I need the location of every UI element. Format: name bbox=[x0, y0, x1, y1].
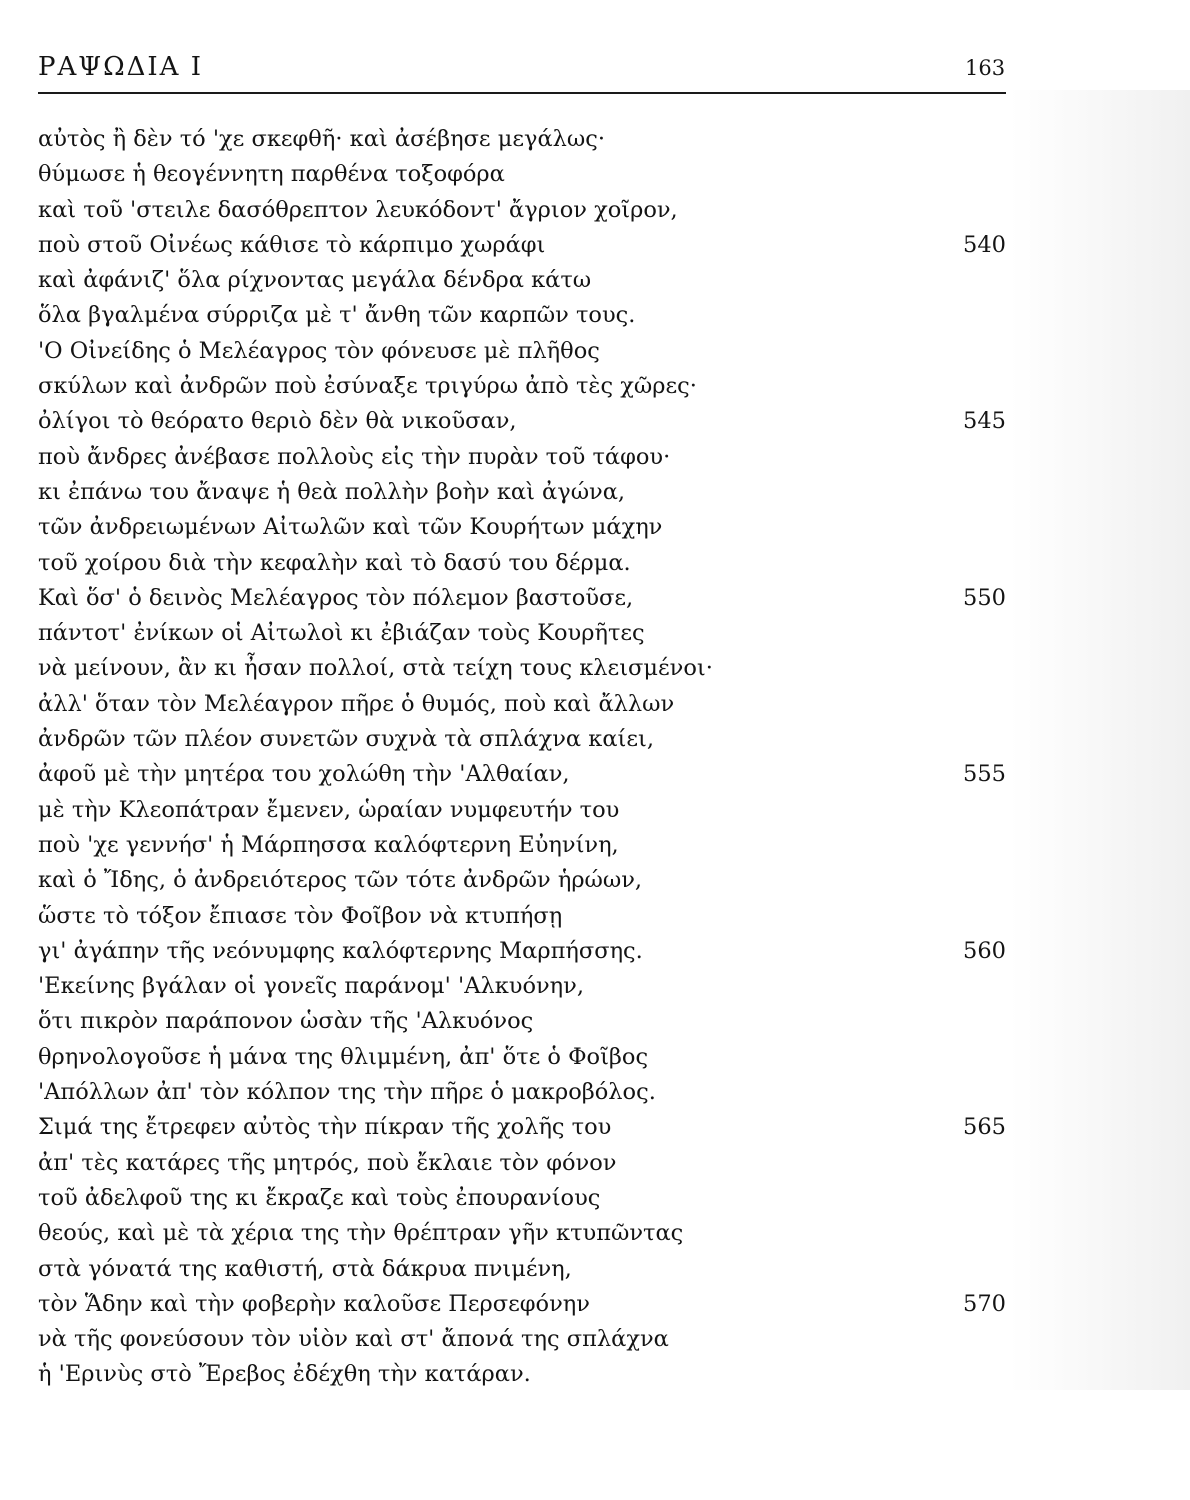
verse-text: Σιμά της ἔτρεφεν αὐτὸς τὴν πίκραν τῆς χολῆς του bbox=[38, 1114, 612, 1141]
verse-line bbox=[38, 440, 1008, 475]
verse-line bbox=[38, 1322, 1008, 1357]
line-number: 560 bbox=[963, 937, 1006, 964]
verse-line bbox=[38, 969, 1008, 1004]
verse-text: ποὺ 'χε γεννήσ' ἡ Μάρπησσα καλόφτερνη Εὐηνίνη, bbox=[38, 831, 619, 858]
verse-line bbox=[38, 1110, 1008, 1145]
verse-line bbox=[38, 1287, 1008, 1322]
verse-line bbox=[38, 1252, 1008, 1287]
verse-text: καὶ τοῦ 'στειλε δασόθρεπτον λευκόδοντ' ἄγριον χοῖρον, bbox=[38, 196, 678, 223]
verse-text: ὅτι πικρὸν παράπονον ὡσὰν τῆς 'Αλκυόνος bbox=[38, 1008, 534, 1035]
verse-text: ἀνδρῶν τῶν πλέον συνετῶν συχνὰ τὰ σπλάχνα καίει, bbox=[38, 726, 654, 753]
verse-line bbox=[38, 863, 1008, 898]
verse-block bbox=[38, 122, 1008, 1393]
verse-text: ὥστε τὸ τόξον ἔπιασε τὸν Φοῖβον νὰ κτυπήσῃ bbox=[38, 902, 563, 929]
verse-text: ὀλίγοι τὸ θεόρατο θεριὸ δὲν θὰ νικοῦσαν, bbox=[38, 408, 517, 435]
verse-line bbox=[38, 793, 1008, 828]
verse-line bbox=[38, 1004, 1008, 1039]
verse-line bbox=[38, 581, 1008, 616]
verse-text: γι' ἀγάπην τῆς νεόνυμφης καλόφτερνης Μαρπήσσης. bbox=[38, 937, 643, 964]
running-head-title: ΡΑΨΩΔΙΑ Ι bbox=[38, 52, 203, 82]
line-number: 570 bbox=[963, 1290, 1006, 1317]
verse-line bbox=[38, 828, 1008, 863]
line-number: 545 bbox=[963, 408, 1006, 435]
verse-text: ποὺ στοῦ Οἰνέως κάθισε τὸ κάρπιμο χωράφι bbox=[38, 231, 546, 258]
verse-line bbox=[38, 1216, 1008, 1251]
verse-line bbox=[38, 616, 1008, 651]
verse-line bbox=[38, 298, 1008, 333]
verse-line bbox=[38, 687, 1008, 722]
verse-line bbox=[38, 1040, 1008, 1075]
verse-text: θρηνολογοῦσε ἡ μάνα της θλιμμένη, ἀπ' ὅτε ὁ Φοῖβος bbox=[38, 1043, 649, 1070]
verse-line bbox=[38, 510, 1008, 545]
verse-text: νὰ μείνουν, ἂν κι ἦσαν πολλοί, στὰ τείχη τους κλεισμένοι· bbox=[38, 655, 713, 682]
verse-line bbox=[38, 228, 1008, 263]
verse-text: αὐτὸς ἢ δὲν τό 'χε σκεφθῆ· καὶ ἀσέβησε μεγάλως· bbox=[38, 126, 606, 152]
verse-line bbox=[38, 1181, 1008, 1216]
verse-line bbox=[38, 404, 1008, 439]
verse-text: πάντοτ' ἐνίκων οἱ Αἰτωλοὶ κι ἐβιάζαν τοὺς Κουρῆτες bbox=[38, 620, 645, 647]
verse-text: 'Ο Οἰνείδης ὁ Μελέαγρος τὸν φόνευσε μὲ πλῆθος bbox=[38, 337, 600, 364]
verse-text: τοῦ χοίρου διὰ τὴν κεφαλὴν καὶ τὸ δασύ του δέρμα. bbox=[38, 549, 631, 576]
verse-line bbox=[38, 475, 1008, 510]
verse-text: Καὶ ὅσ' ὁ δεινὸς Μελέαγρος τὸν πόλεμον βαστοῦσε, bbox=[38, 584, 634, 611]
line-number: 540 bbox=[963, 231, 1006, 258]
verse-line bbox=[38, 193, 1008, 228]
verse-text: κι ἐπάνω του ἄναψε ἡ θεὰ πολλὴν βοὴν καὶ ἀγώνα, bbox=[38, 478, 626, 505]
verse-line bbox=[38, 1146, 1008, 1181]
verse-line bbox=[38, 722, 1008, 757]
verse-line bbox=[38, 934, 1008, 969]
verse-line bbox=[38, 263, 1008, 298]
verse-line bbox=[38, 157, 1008, 192]
verse-text: ὅλα βγαλμένα σύρριζα μὲ τ' ἄνθη τῶν καρπῶν τους. bbox=[38, 302, 636, 329]
verse-text: τὸν Ἅδην καὶ τὴν φοβερὴν καλοῦσε Περσεφόνην bbox=[38, 1290, 590, 1317]
verse-text: ἡ 'Ερινὺς στὸ Ἔρεβος ἐδέχθη τὴν κατάραν. bbox=[38, 1361, 531, 1388]
verse-line bbox=[38, 1357, 1008, 1392]
verse-text: καὶ ὁ Ἴδης, ὁ ἀνδρειότερος τῶν τότε ἀνδρῶν ἡρώων, bbox=[38, 867, 643, 894]
verse-line bbox=[38, 899, 1008, 934]
verse-text: μὲ τὴν Κλεοπάτραν ἔμενεν, ὡραίαν νυμφευτήν του bbox=[38, 796, 620, 823]
verse-text: ποὺ ἄνδρες ἀνέβασε πολλοὺς εἰς τὴν πυρὰν τοῦ τάφου· bbox=[38, 443, 671, 470]
facing-page-bleedthrough bbox=[1010, 90, 1190, 1390]
verse-text: ἀφοῦ μὲ τὴν μητέρα του χολώθη τὴν 'Αλθαίαν, bbox=[38, 761, 570, 788]
verse-text: σκύλων καὶ ἀνδρῶν ποὺ ἐσύναξε τριγύρω ἀπὸ τὲς χῶρες· bbox=[38, 373, 697, 400]
verse-line bbox=[38, 651, 1008, 686]
verse-text: στὰ γόνατά της καθιστή, στὰ δάκρυα πνιμένη, bbox=[38, 1255, 572, 1282]
verse-line bbox=[38, 334, 1008, 369]
line-number: 555 bbox=[963, 761, 1006, 788]
verse-line bbox=[38, 757, 1008, 792]
verse-text: νὰ τῆς φονεύσουν τὸν υἱὸν καὶ στ' ἄπονά της σπλάχνα bbox=[38, 1326, 669, 1353]
verse-line bbox=[38, 369, 1008, 404]
verse-line bbox=[38, 1075, 1008, 1110]
verse-text: τοῦ ἀδελφοῦ της κι ἔκραζε καὶ τοὺς ἐπουρανίους bbox=[38, 1184, 601, 1211]
verse-text: 'Απόλλων ἀπ' τὸν κόλπον της τὴν πῆρε ὁ μακροβόλος. bbox=[38, 1079, 656, 1106]
verse-text: θεούς, καὶ μὲ τὰ χέρια της τὴν θρέπτραν γῆν κτυπῶντας bbox=[38, 1220, 684, 1247]
line-number: 565 bbox=[963, 1114, 1006, 1141]
verse-text: ἀπ' τὲς κατάρες τῆς μητρός, ποὺ ἔκλαιε τὸν φόνον bbox=[38, 1149, 617, 1176]
page-number: 163 bbox=[965, 56, 1006, 80]
verse-text: ἀλλ' ὅταν τὸν Μελέαγρον πῆρε ὁ θυμός, ποὺ καὶ ἄλλων bbox=[38, 690, 675, 717]
header-rule bbox=[38, 92, 1006, 94]
verse-line bbox=[38, 546, 1008, 581]
verse-text: 'Εκείνης βγάλαν οἱ γονεῖς παράνομ' 'Αλκυόνην, bbox=[38, 973, 584, 1000]
verse-text: τῶν ἀνδρειωμένων Αἰτωλῶν καὶ τῶν Κουρήτων μάχην bbox=[38, 514, 663, 541]
line-number: 550 bbox=[963, 584, 1006, 611]
verse-line bbox=[38, 122, 1008, 157]
verse-text: θύμωσε ἡ θεογέννητη παρθένα τοξοφόρα bbox=[38, 161, 505, 188]
verse-text: καὶ ἀφάνιζ' ὅλα ρίχνοντας μεγάλα δένδρα κάτω bbox=[38, 267, 592, 294]
